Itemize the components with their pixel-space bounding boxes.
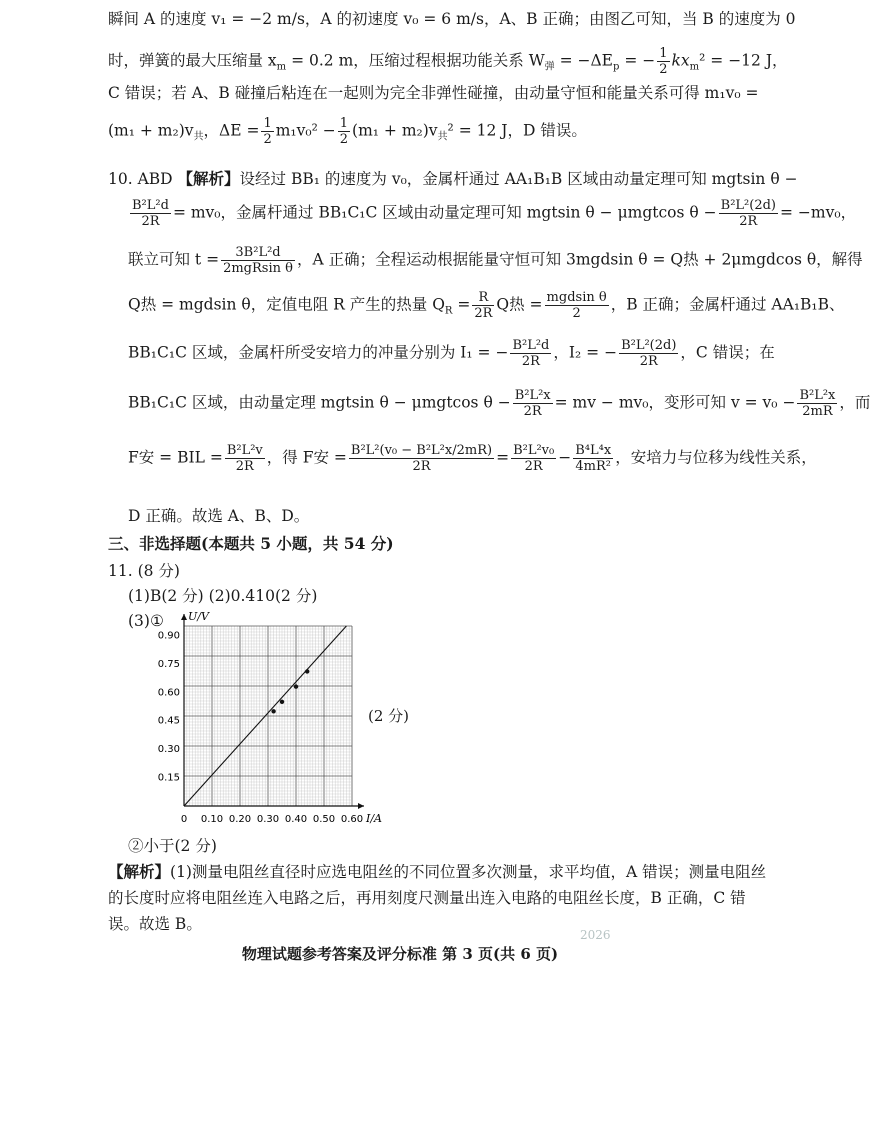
q10-text: = mv − mv₀，变形可知 v = v₀ − bbox=[554, 393, 796, 412]
q9-sub: m bbox=[689, 61, 700, 73]
q10-text: ，安培力与位移为线性关系， bbox=[615, 448, 817, 467]
q10-line-6 bbox=[128, 388, 870, 419]
q9-text: (m₁ + m₂)v bbox=[352, 121, 438, 140]
q9-text: = 0.2 m，压缩过程根据功能关系 W bbox=[286, 51, 545, 70]
q10-line-7 bbox=[128, 443, 817, 474]
x-axis-label: I/A bbox=[366, 812, 382, 825]
x-tick-label: 0.50 bbox=[312, 814, 336, 825]
q9-text: ² = 12 J，D 错误。 bbox=[447, 121, 587, 140]
fraction bbox=[510, 338, 551, 369]
q9-text: (m₁ + m₂)v bbox=[108, 121, 194, 140]
frac-den: 2R bbox=[141, 214, 160, 229]
frac-den: 2 bbox=[659, 62, 668, 77]
q9-text: = −ΔE bbox=[554, 51, 613, 70]
q9-sub: p bbox=[612, 61, 620, 73]
frac-den: 2mgRsin θ bbox=[223, 261, 293, 276]
q10-text: ，I₂ = − bbox=[553, 343, 618, 362]
y-tick-label: 0.30 bbox=[157, 744, 180, 756]
fraction bbox=[349, 443, 494, 474]
data-point bbox=[271, 709, 275, 713]
q11-part-3: (3)① bbox=[128, 612, 164, 630]
q9-sub: m bbox=[276, 61, 287, 73]
q10-line-2 bbox=[128, 198, 856, 229]
q10-text: 设经过 BB₁ 的速度为 v₀，金属杆通过 AA₁B₁B 区域由动量定理可知 mgtsin θ − bbox=[239, 170, 798, 188]
q11-part-1-2: (1)B(2 分) (2)0.410(2 分) bbox=[128, 587, 318, 605]
q11-analysis-3: 误。故选 B。 bbox=[108, 915, 202, 933]
q9-sub: 共 bbox=[437, 131, 448, 143]
y-tick-label: 0.60 bbox=[157, 687, 180, 699]
frac-num: B²L²(2d) bbox=[720, 198, 776, 213]
frac-den: 2mR bbox=[802, 404, 833, 419]
analysis-tag: 【解析】 bbox=[108, 862, 171, 881]
frac-den: 4mR² bbox=[575, 459, 612, 474]
question-number: 11. (8 分) bbox=[108, 562, 180, 580]
q10-text: ，而 bbox=[839, 393, 870, 412]
fraction bbox=[338, 116, 350, 147]
frac-den: 2R bbox=[521, 354, 540, 369]
q10-sub: R bbox=[444, 305, 453, 317]
q10-text: ，A 正确；全程运动根据能量守恒可知 3mgdsin θ = Q热 + 2μmgdcos θ，解得 bbox=[296, 250, 863, 269]
u-i-chart bbox=[148, 610, 382, 836]
frac-num: mgdsin θ bbox=[546, 290, 607, 305]
frac-den: 2R bbox=[524, 459, 543, 474]
q9-text: ² = −12 J， bbox=[699, 51, 788, 70]
q9-line-2 bbox=[108, 46, 788, 79]
frac-num: B²L²d bbox=[512, 338, 550, 353]
y-tick-label: 0.45 bbox=[157, 715, 180, 727]
fraction bbox=[261, 116, 273, 147]
frac-num: 1 bbox=[263, 116, 272, 131]
q11-analysis-2: 的长度时应将电阻丝连入电路之后，再用刻度尺测量出连入电路的电阻丝长度，B 正确，C 错 bbox=[108, 889, 746, 907]
q10-text: BB₁C₁C 区域，由动量定理 mgtsin θ − μmgtcos θ − bbox=[128, 393, 511, 412]
frac-den: 2R bbox=[739, 214, 758, 229]
fraction bbox=[130, 198, 171, 229]
data-point bbox=[280, 700, 284, 704]
q10-line-8: D 正确。故选 A、B、D。 bbox=[128, 507, 310, 525]
data-point bbox=[305, 669, 309, 673]
question-number: 10. ABD bbox=[108, 170, 173, 188]
q10-text: = bbox=[496, 448, 510, 467]
fraction bbox=[545, 290, 609, 321]
q9-sub: 共 bbox=[193, 131, 204, 143]
q10-line-4 bbox=[128, 290, 845, 323]
q10-text: BB₁C₁C 区域，金属杆所受安培力的冲量分别为 I₁ = − bbox=[128, 343, 509, 362]
frac-num: B⁴L⁴x bbox=[575, 443, 612, 458]
q10-text: = bbox=[452, 295, 471, 314]
frac-num: B²L²x bbox=[514, 388, 551, 403]
q9-text: 时，弹簧的最大压缩量 x bbox=[108, 51, 277, 70]
frac-num: 1 bbox=[659, 46, 668, 61]
fraction bbox=[619, 338, 678, 369]
fraction bbox=[513, 388, 553, 419]
fraction bbox=[719, 198, 778, 229]
q9-line-3: C 错误；若 A、B 碰撞后粘连在一起则为完全非弹性碰撞，由动量守恒和能量关系可得 m₁v₀ = bbox=[108, 84, 759, 102]
x-tick-label: 0.60 bbox=[340, 814, 364, 825]
frac-den: 2R bbox=[639, 354, 658, 369]
y-tick-label: 0.75 bbox=[157, 658, 180, 670]
fraction bbox=[225, 443, 265, 474]
q9-text: m₁v₀² − bbox=[275, 121, 336, 140]
y-axis-arrow bbox=[181, 614, 187, 620]
q10-text: Q热 = bbox=[496, 295, 543, 314]
frac-num: 3B²L²d bbox=[221, 245, 295, 261]
q10-text: − bbox=[558, 448, 572, 467]
q11-text: (1)测量电阻丝直径时应选电阻丝的不同位置多次测量，求平均值，A 错误；测量电阻丝 bbox=[170, 863, 767, 881]
q9-text: = − bbox=[619, 51, 656, 70]
y-axis-label: U/V bbox=[188, 610, 209, 623]
q9-line-4 bbox=[108, 116, 587, 149]
frac-num: B²L²v₀ bbox=[513, 443, 555, 458]
q10-text: = −mv₀， bbox=[780, 203, 857, 222]
frac-den: 2R bbox=[474, 306, 493, 321]
q11-analysis-1 bbox=[108, 861, 766, 883]
x-tick-label: 0.10 bbox=[200, 814, 224, 825]
x-tick-label: 0.20 bbox=[228, 814, 252, 825]
watermark-stamp: 2026 bbox=[580, 928, 611, 942]
section-heading: 三、非选择题(本题共 5 小题，共 54 分) bbox=[108, 534, 394, 553]
frac-den: 2R bbox=[235, 459, 254, 474]
frac-num: B²L²v bbox=[226, 443, 263, 458]
page-footer: 物理试题参考答案及评分标准 第 3 页(共 6 页) bbox=[241, 945, 559, 963]
fraction bbox=[511, 443, 556, 474]
q9-line-1: 瞬间 A 的速度 v₁ = −2 m/s，A 的初速度 v₀ = 6 m/s，A、B 正确；由图乙可知，当 B 的速度为 0 bbox=[108, 10, 796, 28]
q9-sub: 弹 bbox=[544, 61, 555, 73]
fraction bbox=[797, 388, 837, 419]
analysis-tag: 【解析】 bbox=[177, 169, 240, 188]
data-point bbox=[294, 684, 298, 688]
q10-line-1 bbox=[108, 168, 798, 190]
y-tick-label: 0.15 bbox=[157, 772, 180, 784]
x-tick-label: 0 bbox=[180, 814, 188, 825]
q10-text: F安 = BIL = bbox=[128, 448, 223, 467]
y-tick-label: 0.90 bbox=[157, 630, 180, 642]
frac-den: 2R bbox=[523, 404, 542, 419]
q10-text: = mv₀，金属杆通过 BB₁C₁C 区域由动量定理可知 mgtsin θ − μmgtcos θ − bbox=[172, 203, 717, 222]
fraction bbox=[221, 245, 295, 276]
q10-text: ，得 F安 = bbox=[266, 448, 347, 467]
frac-den: 2 bbox=[263, 132, 272, 147]
q10-line-3 bbox=[128, 245, 863, 276]
chart-score: (2 分) bbox=[368, 707, 410, 725]
q9-text: kx bbox=[671, 51, 690, 70]
frac-num: B²L²(v₀ − B²L²x/2mR) bbox=[350, 443, 493, 458]
fraction bbox=[657, 46, 669, 77]
frac-num: R bbox=[472, 290, 494, 306]
frac-num: B²L²(2d) bbox=[621, 338, 677, 353]
frac-num: 1 bbox=[339, 116, 349, 131]
frac-num: B²L²x bbox=[799, 388, 836, 403]
frac-num: B²L²d bbox=[132, 198, 169, 213]
x-tick-label: 0.30 bbox=[256, 814, 280, 825]
frac-den: 2R bbox=[412, 459, 431, 474]
q10-line-5 bbox=[128, 338, 775, 369]
q10-text: ，B 正确；金属杆通过 AA₁B₁B、 bbox=[610, 295, 845, 314]
frac-den: 2 bbox=[339, 132, 349, 147]
q10-text: ，C 错误；在 bbox=[680, 343, 775, 362]
q9-text: ，ΔE = bbox=[203, 121, 260, 140]
frac-den: 2 bbox=[572, 306, 581, 321]
fraction bbox=[573, 443, 613, 474]
fraction bbox=[472, 290, 494, 321]
q10-text: 联立可知 t = bbox=[128, 250, 220, 269]
x-tick-label: 0.40 bbox=[284, 814, 308, 825]
q10-text: Q热 = mgdsin θ，定值电阻 R 产生的热量 Q bbox=[128, 295, 445, 314]
x-axis-arrow bbox=[358, 803, 364, 809]
q11-part-3b: ②小于(2 分) bbox=[128, 837, 217, 855]
